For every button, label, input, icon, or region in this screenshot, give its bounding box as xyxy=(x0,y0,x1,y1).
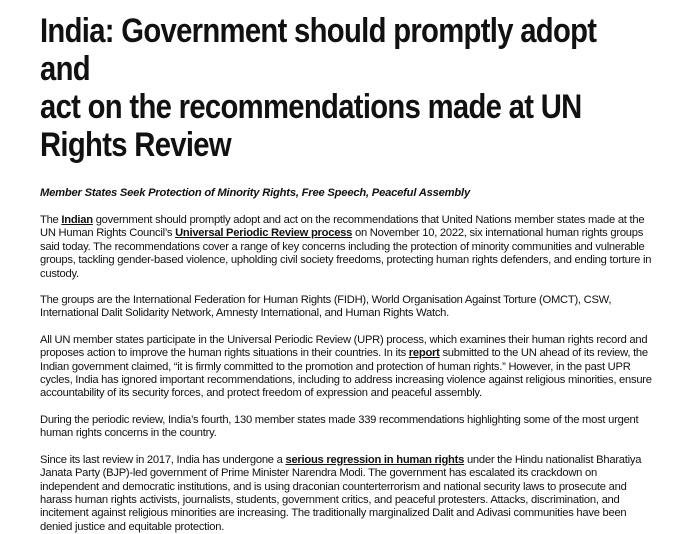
article-subtitle: Member States Seek Protection of Minority Rights, Free Speech, Peaceful Assembly xyxy=(40,187,470,199)
title-line: Rights Review xyxy=(40,126,231,164)
paragraph-upr xyxy=(40,334,652,401)
link-universal-periodic-review[interactable]: Universal Periodic Review process xyxy=(175,227,353,240)
paragraph-groups: The groups are the International Federation for Human Rights (FIDH), World Organisation Against Torture (OMCT), CSW, International Dalit Solidarity Network, Amnesty International, and Human Rights Watch. xyxy=(40,294,612,320)
link-serious-regression[interactable]: serious regression in human rights xyxy=(285,453,465,466)
article-title xyxy=(40,12,646,164)
paragraph-regression xyxy=(40,454,652,534)
title-line: act on the recommendations made at UN xyxy=(40,88,582,126)
paragraph-text: government should promptly adopt and act on the recommendations that United Nations member states made at the UN Human Rights Council’s xyxy=(40,214,645,240)
paragraph-intro xyxy=(40,214,652,281)
paragraph-periodic-review: During the periodic review, India’s fourth, 130 member states made 339 recommendations highlighting some of the most urgent human rights concerns in the country. xyxy=(40,413,639,440)
paragraph-text: under the Hindu nationalist Bharatiya Janata Party (BJP)-led government of Prime Minister Narendra Modi. The government has escalated its crackdown on independent and democratic institutions, and is using draconian counterterrorism and national security laws to prosecute and harass human rights activists, journalists, students, government critics, and peaceful protesters. Attacks, discrimination, and incitement against religious minorities are increasing. The traditionally marginalized Dalit and Adivasi communities have been denied justice and equitable protection. xyxy=(40,453,642,533)
link-report[interactable]: report xyxy=(408,347,440,360)
paragraph-text: The xyxy=(40,214,62,226)
link-india[interactable]: Indian xyxy=(61,214,93,226)
title-line: India: Government should promptly adopt and xyxy=(40,12,597,88)
paragraph-text: All UN member states participate in the Universal Periodic Review (UPR) process, which examines their human rights record and proposes action to improve the human rights situations in their countries. In its xyxy=(40,333,648,360)
paragraph-text: submitted to the UN ahead of its review, the Indian government claimed, “it is firmly committed to the promotion and protection of human rights.” However, in the past UPR cycles, India has ignored important recommendations, including to address increasing violence against religious minorities, ensure accountability of its security forces, and protect freedom of expression and peaceful assembly. xyxy=(40,347,652,400)
paragraph-text: Since its last review in 2017, India has undergone a xyxy=(40,453,286,466)
paragraph-text: on November 10, 2022, six international human rights groups said today. The recommendations cover a range of key concerns including the protection of minority communities and vulnerable groups, tackling gender-based violence, upholding civil society freedoms, protecting human rights defenders, and ending torture in custody. xyxy=(40,227,652,280)
article xyxy=(40,12,652,534)
